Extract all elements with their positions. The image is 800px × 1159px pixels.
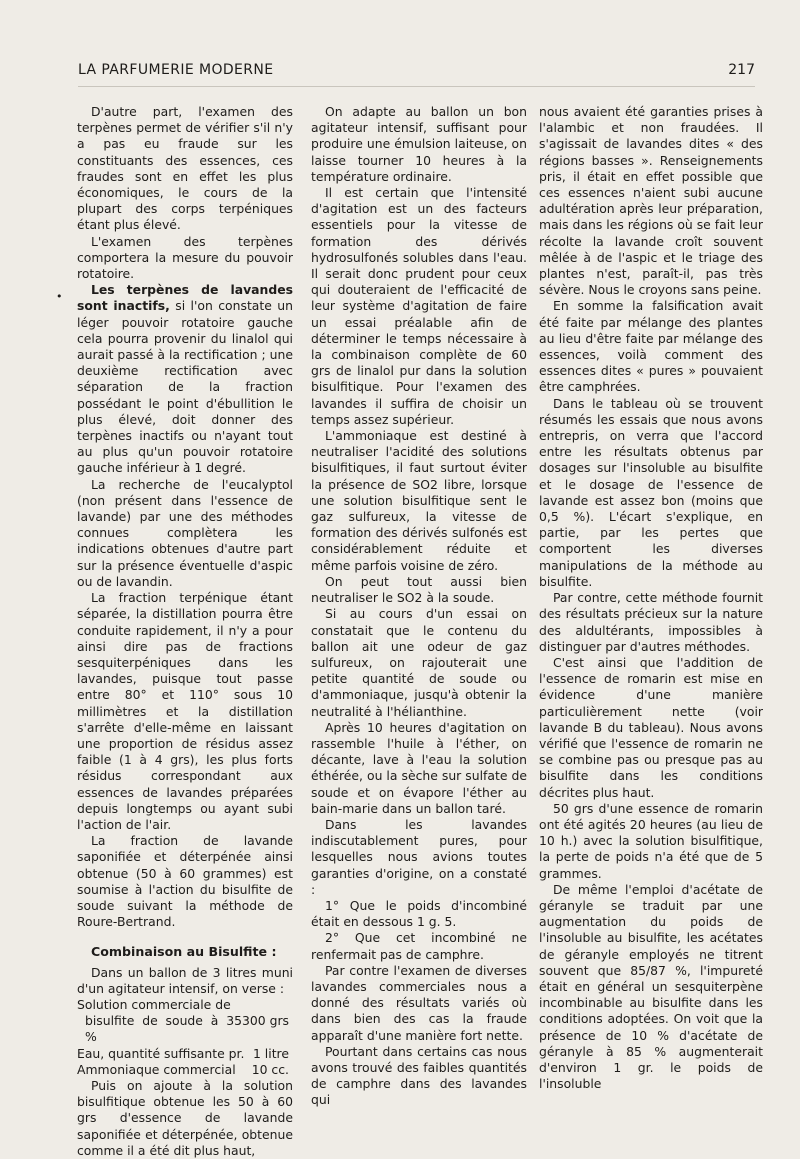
paragraph: En somme la falsification avait été faite par mélange des plantes au lieu d'être faite par mélange des essences, voilà comment des essences dites « pures » pouvaient être camphrées. — [539, 298, 763, 395]
paragraph: Par contre, cette méthode fournit des résultats précieux sur la nature des aldultérants, impossibles à distinguer par d'autres méthodes. — [539, 590, 763, 654]
paragraph: La recherche de l'eucalyptol (non présent dans l'essence de lavande) par une des méthodes connues complètera les indications obtenues d'autre part sur la présence éventuelle d'aspic ou de lavandin. — [77, 476, 293, 589]
paragraph — [77, 282, 293, 476]
header-rule — [78, 86, 755, 87]
paragraph: Par contre l'examen de diverses lavandes commerciales nous a donné des résultats variés où dans bien des cas la fraude apparaît d'une manière fort nette. — [311, 962, 527, 1043]
paragraph: C'est ainsi que l'addition de l'essence de romarin est mise en évidence d'une manière particulièrement nette (voir lavande B du tableau). Nous avons vérifié que l'essence de romarin ne se combine pas ou presque pas au bisulfite dans les conditions décrites plus haut. — [539, 654, 763, 800]
formula-label: bisulfite de soude à 35 % — [85, 1013, 242, 1045]
paragraph: La fraction terpénique étant séparée, la distillation pourra être conduite rapidement, il n'y a pour ainsi dire pas de fractions sesquiterpéniques dans les lavandes, puisque tout passe entre 80° et 110° sous 10 millimètres et la distillation s'arrête d'elle-même en laissant une proportion de résidus assez faible (1 à 4 grs), les plus forts résidus correspondant aux essences de lavandes préparées depuis longtemps ou ayant subi l'action de l'air. — [77, 590, 293, 832]
paragraph: Dans un ballon de 3 litres muni d'un agitateur intensif, on verse : — [77, 964, 293, 996]
formula-value: 1 litre — [252, 1045, 289, 1061]
page-header — [78, 62, 755, 84]
paragraph: On adapte au ballon un bon agitateur intensif, suffisant pour produire une émulsion laiteuse, on laisse tourner 10 heures à la température ordinaire. — [311, 104, 527, 184]
paragraph: L'ammoniaque est destiné à neutraliser l'acidité des solutions bisulfitiques, il faut surtout éviter la présence de SO2 libre, lorsque une solution bisulfitique sent le gaz sulfureux, la vitesse de formation des dérivés sulfonés est considérablement réduite et même parfois voisine de zéro. — [311, 428, 527, 573]
formula-row — [77, 1062, 293, 1078]
page-number: 217 — [728, 62, 755, 78]
formula-row — [77, 1013, 293, 1045]
column-3 — [539, 104, 763, 1092]
paragraph-text: si l'on constate un léger pouvoir rotatoire gauche cela pourra provenir du linalol qui aurait passé à la rectification ; une deuxième rectification avec séparation de la fraction possédant le point d'ébullition le plus élevé, doit donner des terpènes inactifs ou n'ayant tout au plus qu'un pouvoir rotatoire gauche inférieur à 1 degré. — [77, 298, 293, 476]
list-item: 2° Que cet incombiné ne renfermait pas de camphre. — [311, 930, 527, 962]
paragraph: Si au cours d'un essai on constatait que le contenu du ballon ait une odeur de gaz sulfureux, on rajouterait une petite quantité de soude ou d'ammoniaque, jusqu'à obtenir la neutralité à l'hélianthine. — [311, 606, 527, 719]
formula-block — [77, 997, 293, 1078]
paragraph: Puis on ajoute à la solution bisulfitique obtenue les 50 à 60 grs d'essence de lavande saponifiée et déterpénée, obtenue comme il a été dit plus haut, — [77, 1077, 293, 1158]
formula-label: Eau, quantité suffisante pr. — [77, 1045, 245, 1061]
formula-value: 10 cc. — [251, 1061, 289, 1077]
bold-lead: Les terpènes de lavandes sont inactifs, — [77, 282, 293, 314]
margin-mark: • — [56, 290, 63, 303]
paragraph: Il est certain que l'intensité d'agitation est un des facteurs essentiels pour la vitesse de formation des dérivés hydrosulfonés solubles dans l'eau. Il serait donc prudent pour ceux qui douteraient de l'efficacité de leur système d'agitation de faire un essai préalable afin de déterminer le temps nécessaire à la combinaison complète de 60 grs de linalol pur dans la solution bisulfitique. Pour l'examen des lavandes il suffira de choisir un temps assez supérieur. — [311, 185, 527, 427]
paragraph: Dans les lavandes indiscutablement pures, pour lesquelles nous avions toutes garanties d'origine, on a constaté : — [311, 816, 527, 897]
paragraph: De même l'emploi d'acétate de géranyle se traduit par une augmentation du poids de l'insoluble au bisulfite, les acétates de géranyle employés ne titrent souvent que 85/87 %, l'impureté était en général un sesquiterpène incombinable au bisulfite dans les conditions adoptées. On voit que la présence de 10 % d'acétate de géranyle à 85 % augmenterait d'environ 1 gr. le poids de l'insoluble — [539, 881, 763, 1092]
paragraph: L'examen des terpènes comportera la mesure du pouvoir rotatoire. — [77, 233, 293, 282]
list-item: 1° Que le poids d'incombiné était en dessous 1 g. 5. — [311, 897, 527, 930]
paragraph: nous avaient été garanties prises à l'alambic et non fraudées. Il s'agissait de lavandes dites « des régions basses ». Renseignements pris, il était en effet possible que ces essences n'aient subi aucune adultération après leur préparation, mais dans les régions où se fait leur récolte la lavande croît souvent mêlée à de l'aspic et le triage des plantes n'est, paraît-il, pas très sévère. Nous le croyons sans peine. — [539, 104, 763, 298]
paragraph: 50 grs d'une essence de romarin ont été agités 20 heures (au lieu de 10 h.) avec la solution bisulfitique, la perte de poids n'a été que de 5 grammes. — [539, 800, 763, 881]
running-title: LA PARFUMERIE MODERNE — [78, 62, 274, 78]
paragraph: D'autre part, l'examen des terpènes permet de vérifier s'il n'y a pas eu fraude sur les constituants des essences, ces fraudes sont en effet les plus économiques, le cours de la plupart des corps terpéniques étant plus élevé. — [77, 104, 293, 233]
formula-label: Ammoniaque commercial — [77, 1061, 236, 1077]
column-1 — [77, 104, 293, 1159]
formula-intro: Solution commerciale de — [77, 996, 231, 1012]
section-heading: Combinaison au Bisulfite : — [91, 944, 277, 960]
paragraph: La fraction de lavande saponifiée et déterpénée ainsi obtenue (50 à 60 grammes) est soumise à l'action du bisulfite de soude suivant la méthode de Roure-Bertrand. — [77, 833, 293, 930]
paragraph: Dans le tableau où se trouvent résumés les essais que nous avons entrepris, on verra que l'accord entre les résultats obtenus par dosages sur l'insoluble au bisulfite et le dosage de l'essence de lavande est assez bon (moins que 0,5 %). L'écart s'explique, en partie, par les pertes que comportent les diverses manipulations de la méthode au bisulfite. — [539, 395, 763, 589]
column-2 — [311, 104, 527, 1109]
formula-value: 300 grs — [242, 1013, 290, 1029]
paragraph: On peut tout aussi bien neutraliser le SO2 à la soude. — [311, 573, 527, 606]
paragraph: Pourtant dans certains cas nous avons trouvé des faibles quantités de camphre dans des lavandes qui — [311, 1043, 527, 1108]
formula-row — [77, 1046, 293, 1062]
paragraph: Après 10 heures d'agitation on rassemble l'huile à l'éther, on décante, lave à l'eau la solution éthérée, ou la sèche sur sulfate de soude et on évapore l'éther au bain-marie dans un ballon taré. — [311, 719, 527, 816]
